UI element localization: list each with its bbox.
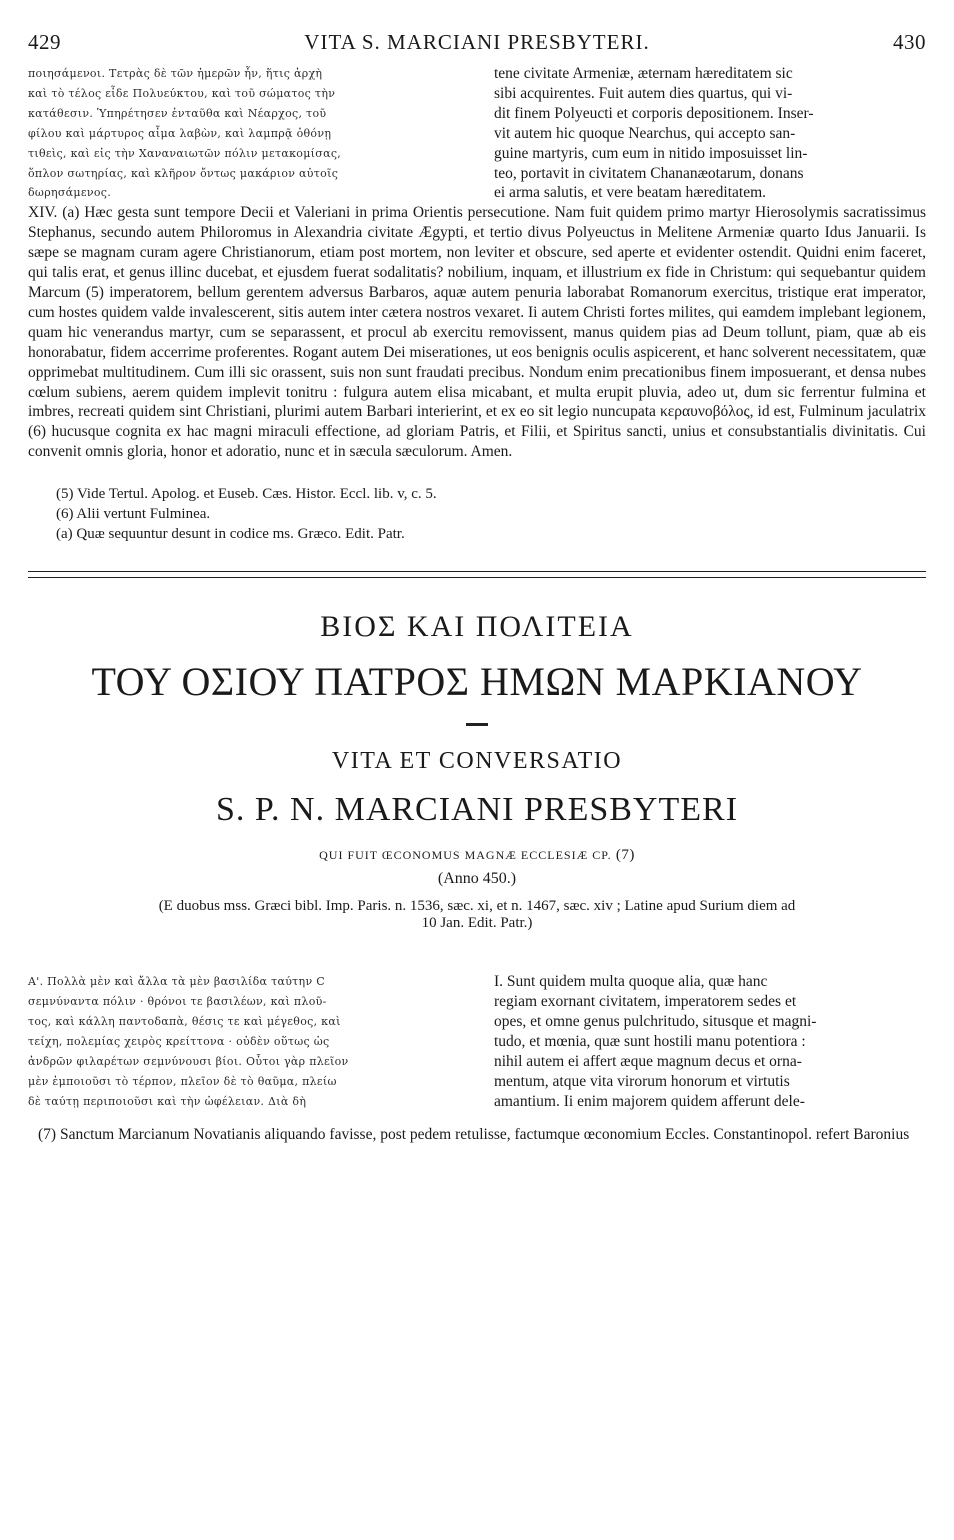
- greek-line: κατάθεσιν. Ὑπηρέτησεν ἐνταῦθα καὶ Νέαρχος, τοῦ: [28, 106, 327, 120]
- latin-line: dit finem Polyeucti et corporis depositionem. Inser-: [494, 104, 814, 122]
- year-line: (Anno 450.): [437, 870, 517, 888]
- latin-line: sibi acquirentes. Fuit autem dies quartus, qui vi-: [494, 84, 793, 102]
- greek-line: σεμνύναντα πόλιν · θρόνοι τε βασιλέων, καὶ πλοῦ-: [28, 995, 327, 1009]
- section-divider: [28, 571, 926, 578]
- latin-line: guine martyris, cum eum in nitido imposuisset lin-: [494, 144, 808, 162]
- latin-line: opes, et omne genus pulchritudo, situsque et magni-: [494, 1012, 817, 1030]
- greek-line: δὲ ταύτῃ περιποιοῦσι καὶ τὴν ὠφέλειαν. Διὰ δὴ: [28, 1094, 307, 1108]
- page-number-right: 430: [893, 30, 926, 54]
- latin-line: I. Sunt quidem multa quoque alia, quæ hanc: [494, 973, 768, 991]
- greek-line: μὲν ἐμποιοῦσι τὸ τέρπον, πλεῖον δὲ τὸ θαῦμα, πλείω: [28, 1074, 337, 1088]
- latin-line: tene civitate Armeniæ, æternam hæreditatem sic: [494, 65, 793, 82]
- greek-line: τείχη, πολεμίας χειρὸς κρείττονα · οὐδὲν οὕτως ὡς: [28, 1034, 330, 1048]
- latin-title-line-2: S. P. N. MARCIANI PRESBYTERI: [215, 791, 739, 829]
- greek-title-line-1: ΒΙΟΣ ΚΑΙ ΠΟΛΙΤΕΙΑ: [320, 610, 634, 644]
- section2-columns: [28, 972, 926, 1111]
- latin-line: nihil autem ei affert æque magnum decus et orna-: [494, 1052, 802, 1070]
- greek-column-top: [28, 64, 486, 203]
- greek-column-section2: [28, 972, 486, 1111]
- footnote-5: (5) Vide Tertul. Apolog. et Euseb. Cæs. Histor. Eccl. lib. v, c. 5.: [56, 486, 437, 503]
- footnote-6: (6) Alii vertunt Fulminea.: [56, 506, 211, 523]
- latin-line: mentum, atque vita virorum honorum et virtutis: [494, 1072, 790, 1090]
- top-columns: [28, 64, 926, 203]
- page-number-left: 429: [28, 30, 61, 54]
- greek-title-line-2: ΤΟΥ ΟΣΙΟΥ ΠΑΤΡΟΣ ΗΜΩΝ ΜΑΡΚΙΑΝΟΥ: [91, 659, 863, 705]
- running-title: VITA S. MARCIANI PRESBYTERI.: [304, 30, 650, 54]
- greek-line: φίλου καὶ μάρτυρος αἷμα λαβὼν, καὶ λαμπρᾷ ὀθόνῃ: [28, 126, 332, 140]
- latin-column-top: [494, 64, 926, 203]
- greek-line: ἀνδρῶν φιλαρέτων σεμνύνουσι βίοι. Οὗτοι γὰρ πλεῖον: [28, 1054, 349, 1068]
- greek-line: ὅπλον σωτηρίας, καὶ κλῆρον ὄντως μακάριον αὐτοῖς: [28, 166, 339, 180]
- running-header: [28, 30, 926, 64]
- greek-line: τιθεὶς, καὶ εἰς τὴν Χαναναιωτῶν πόλιν μετακομίσας,: [28, 146, 342, 160]
- source-line-2: 10 Jan. Edit. Patr.): [421, 915, 533, 932]
- greek-line: τος, καὶ κάλλη παντοδαπὰ, θέσις τε καὶ μέγεθος, καὶ: [28, 1014, 341, 1028]
- footnote-a: (a) Quæ sequuntur desunt in codice ms. Græco. Edit. Patr.: [56, 526, 405, 543]
- subtitle: [28, 847, 926, 864]
- greek-line: δωρησάμενος.: [28, 186, 112, 200]
- latin-line: vit autem hic quoque Nearchus, qui accepto san-: [494, 124, 796, 142]
- source-note: [28, 898, 926, 932]
- source-line-1: (E duobus mss. Græci bibl. Imp. Paris. n. 1536, sæc. xi, et n. 1467, sæc. xiv ; Latine apud Surium diem ad: [158, 898, 796, 915]
- latin-title-line-1: VITA ET CONVERSATIO: [331, 748, 623, 775]
- latin-line: teo, portavit in civitatem Chananæotarum, donans: [494, 164, 804, 182]
- footnotes: [28, 484, 926, 544]
- latin-line: tudo, et mœnia, quæ sunt hostili manu potentiora :: [494, 1032, 806, 1050]
- latin-line: ei arma salutis, et vere beatam hæreditatem.: [494, 184, 766, 202]
- page: [28, 30, 926, 1145]
- body-paragraph: XIV. (a) Hæc gesta sunt tempore Decii et Valeriani in prima Orientis persecutione. Nam fuit quidem primo martyr Hierosolymis sacratissimus Stephanus, secundo autem Philoromus in Alexandria civitate Ægypti, et tertio divus Polyeuctus in Melitene Armeniæ quarto Idus Januarii. Is sæpe se magnam curam agere Christianorum, etiam post mortem, non leviter et obscure, sed aperte et evidenter ostendit. Quidni enim faceret, qui talis erat, et genus illinc ducebat, et ejusdem fuerat sodalitatis? nobilium, inquam, et illustrium ex fide in Christum: qui sequebantur quidem Marcum (5) imperatorem, bellum gerentem adversus Barbaros, aquæ autem penuria laborabat Romanorum exercitus, tristique erat imperator, cum hostes quidem valde invalescerent, sitis autem inter cætera nostros vexaret. Ii autem Christi fortes milites, qui eamdem implebant legionem, quam hic venerandus martyr, cum se separassent, et procul ab exercitu removissent, manus quidem pias ad Deum tollunt, piam, quæ ab eis honorabatur, fidem accerrime proferentes. Rogant autem Dei miserationes, ut eos benignis oculis aspicerent, et hanc solverent necessitatem, quæ opprimebat multitudinem. Cum illi sic orassent, suis non sunt fraudati precibus. Nondum enim precationibus finem imposuerant, et densa nubes cœlum subiens, aerem quidem implevit tonitru : fulgura autem elisa micabant, et multa erupit pluvia, adeo ut, dum sic ferrentur fulmina et imbres, recreati quidem sint Christiani, plurimi autem Barbari interierint, et ex eo sit legio nuncupata κεραυνοβόλος, id est, Fulminum jaculatrix (6) hucusque cognita ex hac magni miraculi effectione, ad gloriam Patris, et Filii, et Spiritus sancti, unius et consubstantialis divinitatis. Cui convenit omnis gloria, honor et adoratio, nunc et in sæcula sæculorum. Amen.: [28, 204, 926, 461]
- greek-line: καὶ τὸ τέλος εἶδε Πολυεύκτου, καὶ τοῦ σώματος τὴν: [28, 86, 336, 100]
- title-dash: [466, 723, 488, 726]
- latin-column-section2: [494, 972, 926, 1111]
- subtitle-text: QUI FUIT ŒCONOMUS MAGNÆ ECCLESIÆ CP.: [319, 848, 612, 863]
- subtitle-note: (7): [615, 847, 635, 864]
- greek-line: ποιησάμενοι. Τετρὰς δὲ τῶν ἡμερῶν ἦν, ἥτις ἀρχὴ: [28, 67, 323, 80]
- footnote-7: (7) Sanctum Marcianum Novatianis aliquando favisse, post pedem retulisse, factumque œconomium Eccles. Constantinopol. refert Baronius: [38, 1126, 910, 1144]
- latin-line: regiam exornant civitatem, imperatorem sedes et: [494, 993, 797, 1011]
- latin-line: amantium. Ii enim majorem quidem afferunt dele-: [494, 1092, 805, 1110]
- greek-line: Α'. Πολλὰ μὲν καὶ ἄλλα τὰ μὲν βασιλίδα ταύτην C: [28, 975, 325, 989]
